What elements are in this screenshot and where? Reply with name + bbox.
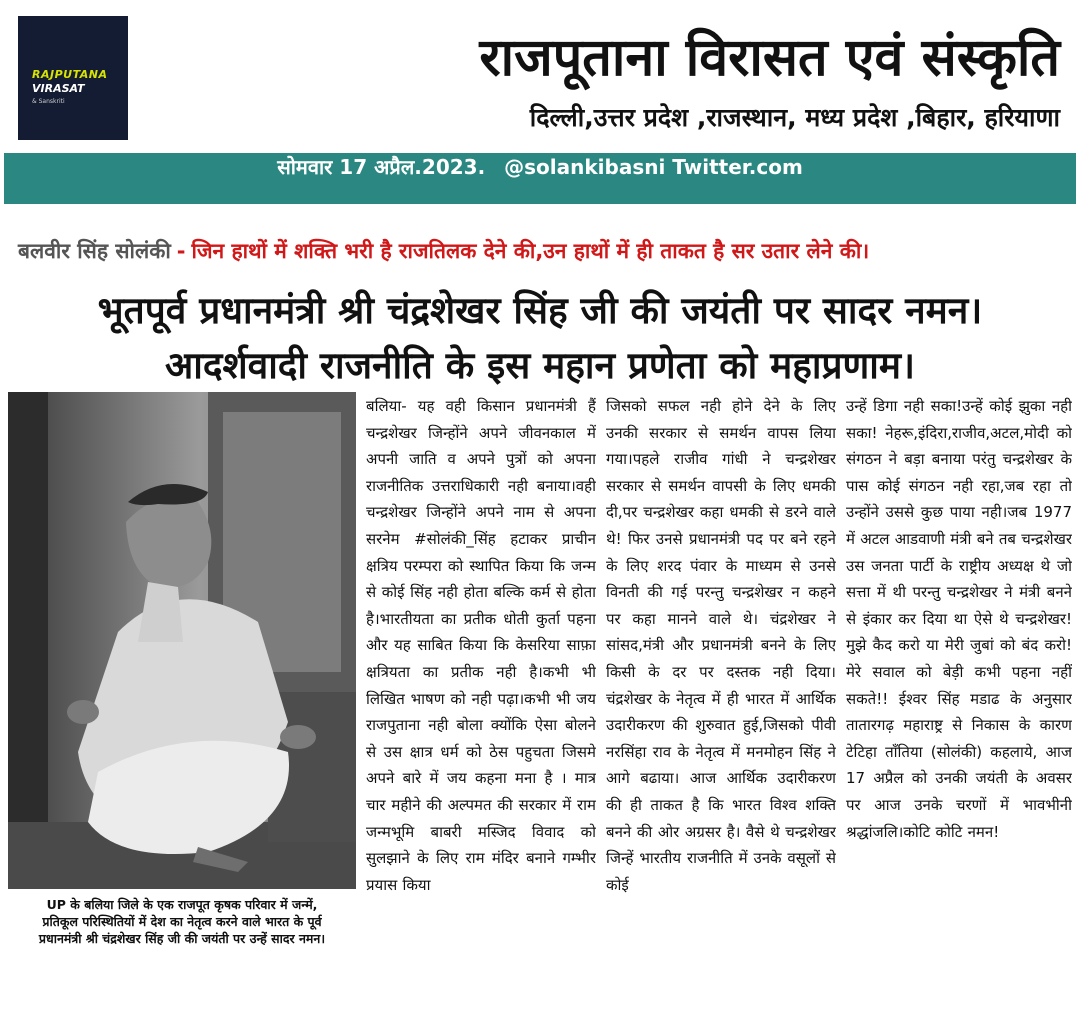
logo-text-line-3: & Sanskriti <box>32 98 65 105</box>
article-column-3: उन्हें डिगा नही सका!उन्हें कोई झुका नही सका! नेहरू,इंदिरा,राजीव,अटल,मोदी को संगठन ने बड़ा बनाया परंतु चन्द्रशेखर के पास कोई संगठन नही रहा,जब रहा तो उन्होंने उससे कुछ पाया नही।जब 1977 में अटल आडवाणी मंत्री बने तब चन्द्रशेखर उस जनता पार्टी के राष्ट्रीय अध्यक्ष थे जो सत्ता में थी परन्तु चन्द्रशेखर ने मंत्री बनने से इंकार कर दिया था ऐसे थे चन्द्रशेखर! मुझे कैद करो या मेरी जुबां को बंद करो!मेरे सवाल को बेड़ी कभी पहना नहीं सकते!! ईश्वर सिंह मडाढ के अनुसार तातारगढ़ महाराष्ट्र से निकास के कारण टेटिहा ताँतिया (सोलंकी) कहलाये, आज 17 अप्रैल को उनकी जयंती के अवसर पर आज उनके चरणों में भावभीनी श्रद्धांजलि।कोटि कोटि नमन! <box>846 397 1072 841</box>
coverage-states: दिल्ली,उत्तर प्रदेश ,राजस्थान, मध्य प्रदेश ,बिहार, हरियाणा <box>529 103 1060 132</box>
publication-logo <box>18 16 128 140</box>
headline-line-1: भूतपूर्व प्रधानमंत्री श्री चंद्रशेखर सिंह जी की जयंती पर सादर नमन। <box>97 289 983 332</box>
quote-line <box>18 237 1068 265</box>
quote-text: जिन हाथों में शक्ति भरी है राजतिलक देने की,उन हाथों में ही ताकत है सर उतार लेने की। <box>191 239 870 263</box>
article-column-2: जिसको सफल नही होने देने के लिए उनकी सरकार से समर्थन वापस लिया गया।पहले राजीव गांधी ने चन्द्रशेखर सरकार से समर्थन वापसी के लिए धमकी दी,पर चन्द्रशेखर कहा धमकी से डरने वाले थे! फिर उनसे प्रधानमंत्री पद पर बने रहने के लिए शरद पंवार के माध्यम से उनसे विनती की गई परन्तु चन्द्रशेखर न कहने पर कहा मानने वाले थे। चंद्रशेखर ने सांसद,मंत्री और प्रधानमंत्री बनने के लिए किसी के दर पर दस्तक नही दिया।चंद्रशेखर के नेतृत्व में ही भारत में आर्थिक उदारीकरण की शुरुवात हुई,जिसको पीवी नरसिंहा राव के नेतृत्व में मनमोहन सिंह ने आगे बढाया। आज आर्थिक उदारीकरण की ही ताकत है कि भारत विश्व शक्ति बनने की ओर अग्रसर है। वैसे थे चन्द्रशेखर जिन्हें भारतीय राजनीति में उनके वसूलों से कोई <box>606 397 836 894</box>
portrait-photo <box>8 392 356 889</box>
logo-text-line-2: VIRASAT <box>32 82 85 95</box>
quote-author: बलवीर सिंह सोलंकी <box>18 239 171 263</box>
article-column-1: बलिया- यह वही किसान प्रधानमंत्री हैं चन्द्रशेखर जिन्होंने अपने जीवनकाल में अपनी जाति व अपने पुत्रों को अपना राजनीतिक उत्तराधिकारी नही बनाया।वही चन्द्रशेखर जिन्होंने अपने नाम से अपना सरनेम #सोलंकी_सिंह हटाकर प्राचीन क्षत्रिय परम्परा को स्थापित किया कि जन्म से कोई सिंह नही होता बल्कि कर्म से होता है।भारतीयता का प्रतीक धोती कुर्ता पहना और यह साबित किया कि केसरिया साफ़ा क्षत्रियता का प्रतीक नही है।कभी भी लिखित भाषण को नही पढ़ा।कभी भी जय राजपुताना नही बोला क्योंकि ऐसा बोलने से उस क्षात्र धर्म को ठेस पहुचता जिसमे अपने बारे में जय कहना मना है । मात्र चार महीने की अल्पमत की सरकार में राम जन्मभूमि बाबरी मस्जिद विवाद को सुलझाने के लिए राम मंदिर बनाने गम्भीर प्रयास किया <box>366 397 596 894</box>
caption-line-2: प्रतिकूल परिस्थितियों में देश का नेतृत्व करने वाले भारत के पूर्व <box>42 913 322 929</box>
caption-line-1: UP के बलिया जिले के एक राजपूत कृषक परिवार में जन्में, <box>46 897 318 912</box>
caption-line-3: प्रधानमंत्री श्री चंद्रशेखर सिंह जी की जयंती पर उन्हें सादर नमन। <box>38 930 326 946</box>
publication-title: राजपूताना विरासत एवं संस्कृति <box>479 28 1060 88</box>
quote-separator: - <box>176 239 186 263</box>
headline-line-2: आदर्शवादी राजनीति के इस महान प्रणेता को महाप्रणाम। <box>165 344 915 387</box>
twitter-handle: @solankibasni Twitter.com <box>504 155 803 179</box>
photo-caption <box>6 897 358 948</box>
date-band <box>4 153 1076 204</box>
logo-text-line-1: RAJPUTANA <box>32 68 108 81</box>
issue-date: सोमवार 17 अप्रैल.2023. <box>277 155 486 179</box>
